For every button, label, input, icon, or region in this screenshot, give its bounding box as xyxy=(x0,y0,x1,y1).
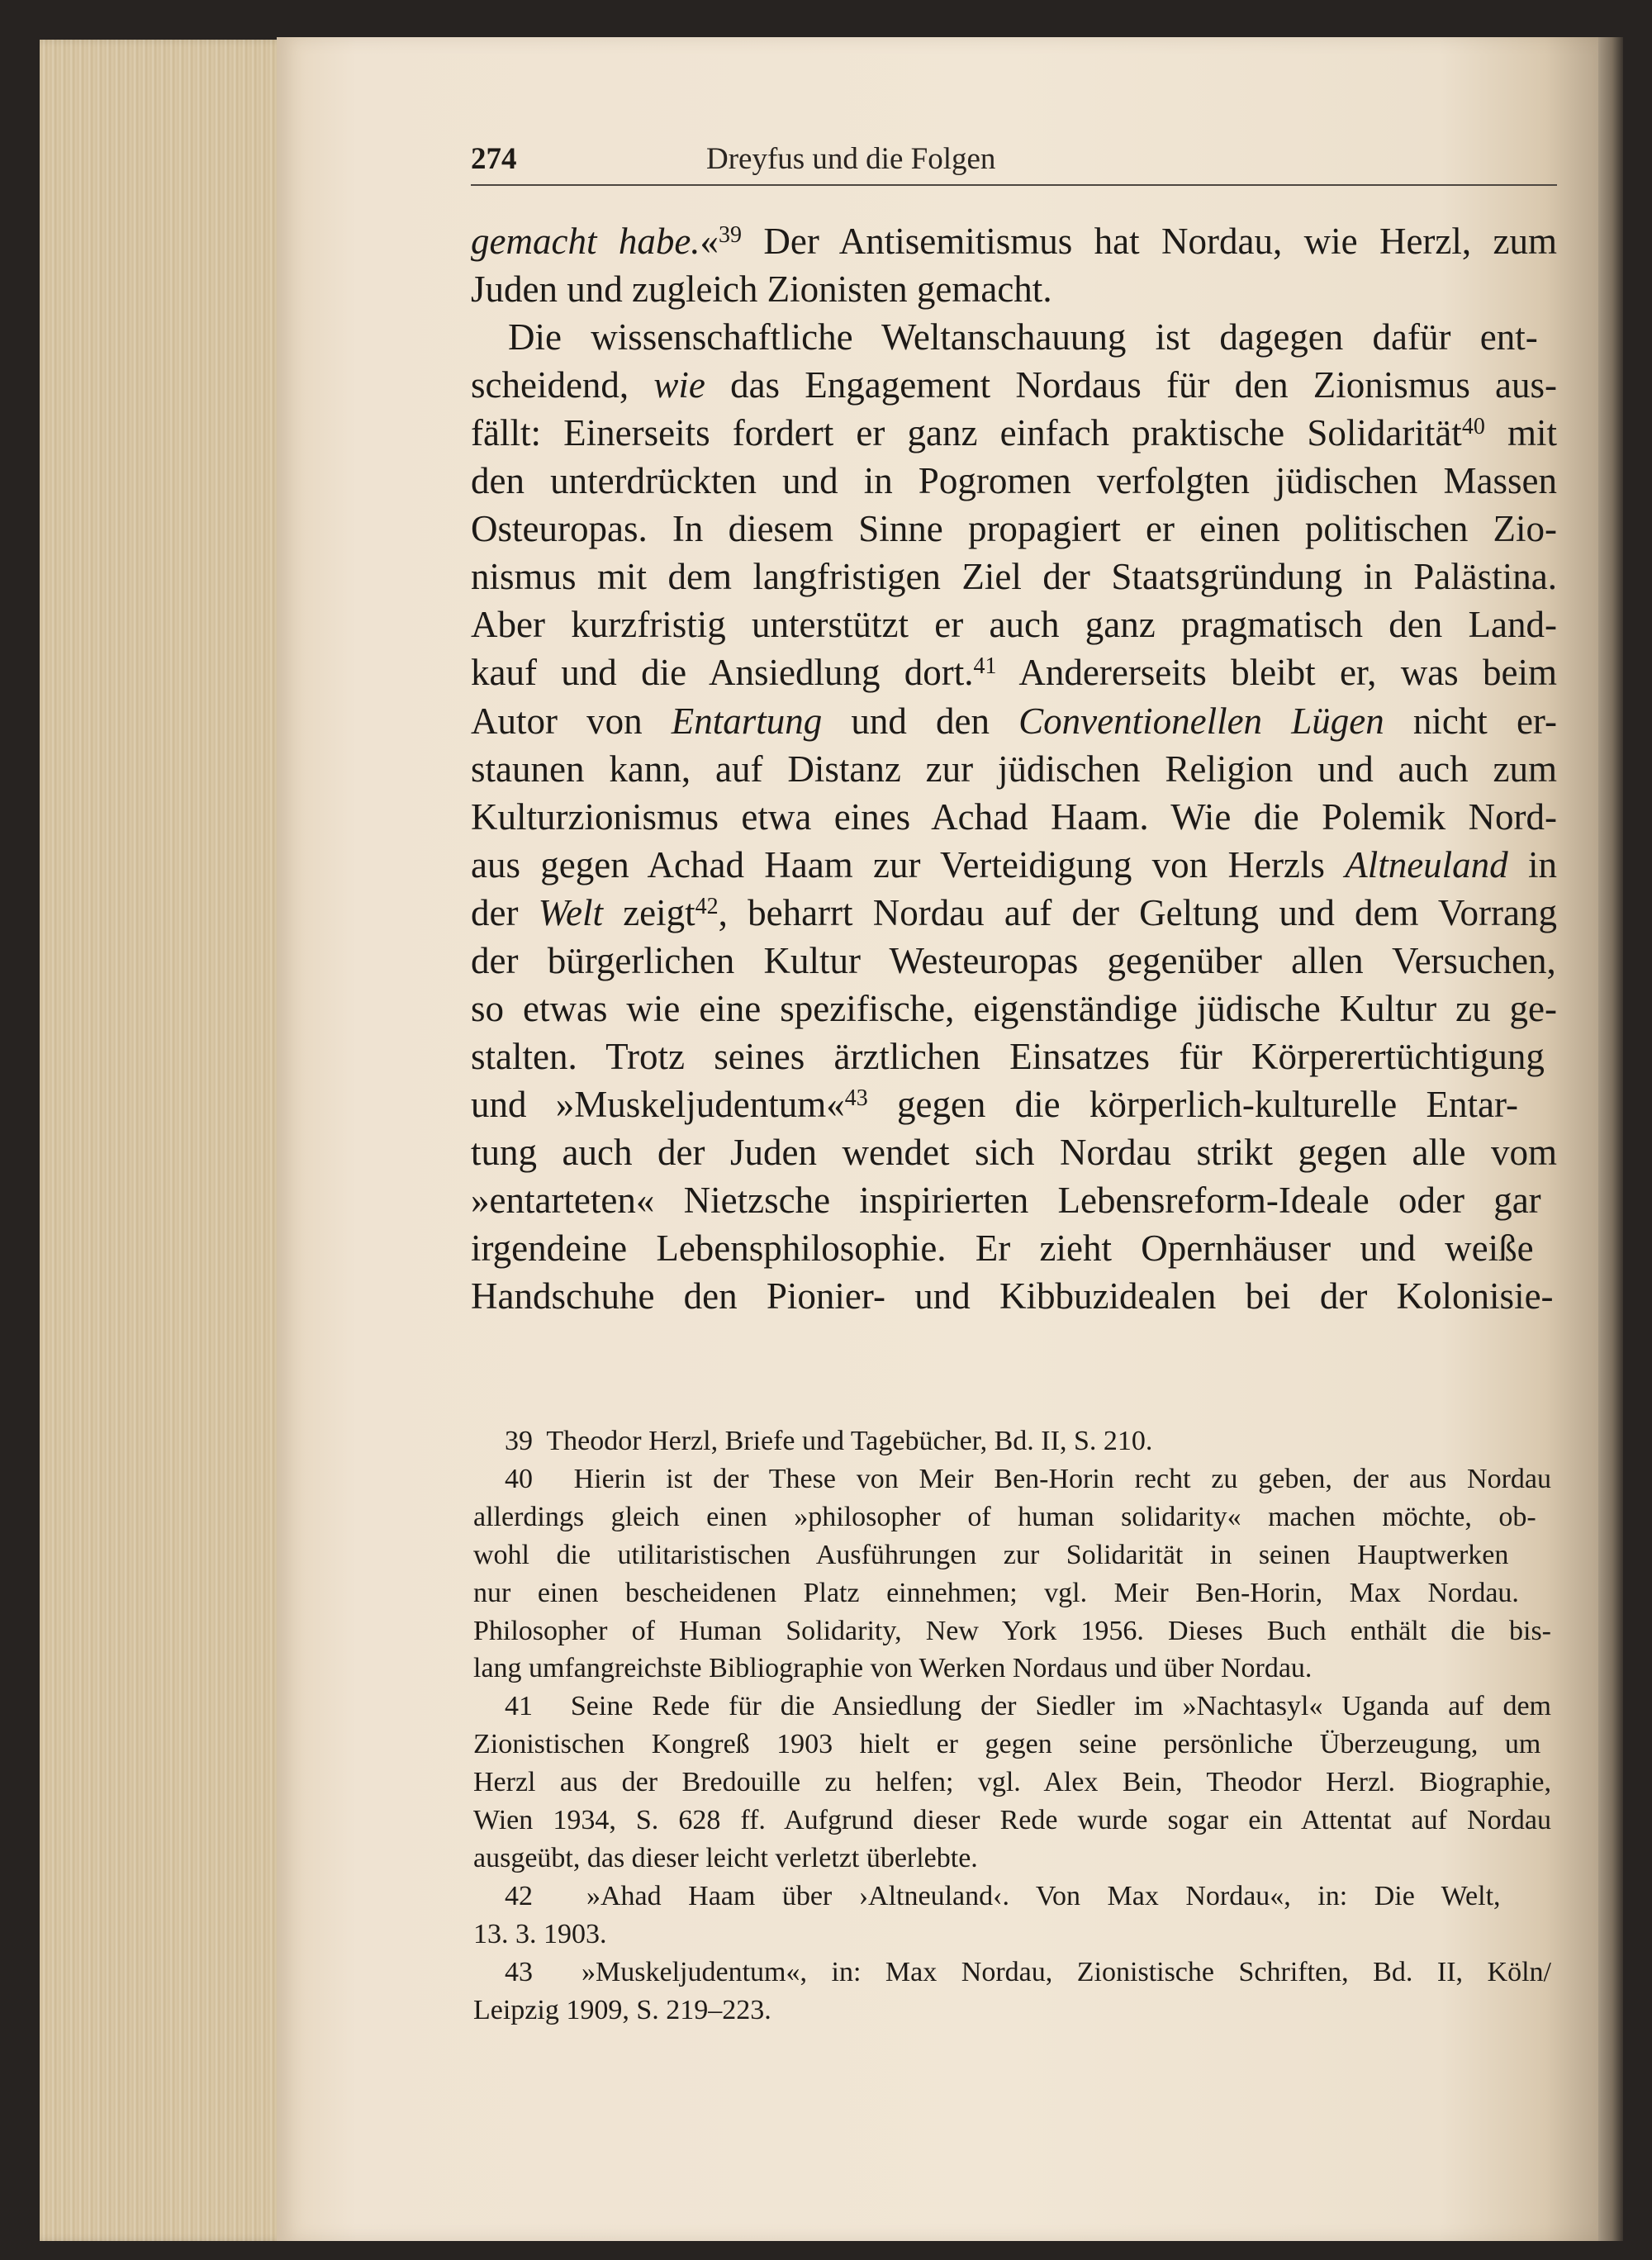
text-run: so etwas wie eine spezifische, eigenständige jüdische Kultur zu ge- xyxy=(471,987,1557,1029)
text-run: Osteuropas. In diesem Sinne propagiert er einen politischen Zio- xyxy=(471,508,1557,550)
page-right-shadow xyxy=(1598,37,1623,2241)
body-line xyxy=(471,601,1557,648)
body-line xyxy=(471,553,1557,601)
body-line xyxy=(471,793,1557,841)
italic-text: Altneuland xyxy=(1345,843,1508,885)
text-run: kauf und die Ansiedlung dort. xyxy=(471,652,974,694)
body-line xyxy=(471,1033,1545,1080)
text-run: »entarteten« Nietzsche inspirierten Lebensreform-Ideale oder gar xyxy=(471,1180,1541,1221)
italic-text: gemacht habe. xyxy=(471,221,700,262)
footnote-line: 13. 3. 1903. xyxy=(473,1918,607,1949)
body-line xyxy=(471,217,1557,265)
footnote-ref: 40 xyxy=(1461,414,1485,440)
body-line xyxy=(471,1272,1554,1320)
text-run: zeigt xyxy=(603,891,695,933)
footnote-ref: 42 xyxy=(695,893,719,919)
text-run: und »Muskeljudentum« xyxy=(471,1083,845,1125)
body-line xyxy=(471,1176,1541,1224)
footnote-start-line: 41 Seine Rede für die Ansiedlung der Siedler im »Nachtasyl« Uganda auf dem xyxy=(505,1691,1551,1722)
footnote-line: lang umfangreichste Bibliographie von Werken Nordaus und über Nordau. xyxy=(473,1653,1313,1684)
text-run: Andererseits bleibt er, was beim xyxy=(996,652,1557,694)
header-rule xyxy=(471,184,1557,186)
footnote-line: ausgeübt, das dieser leicht verletzt überlebte. xyxy=(473,1842,978,1873)
body-line xyxy=(471,505,1557,553)
body-line xyxy=(471,889,1557,937)
body-line xyxy=(471,313,1538,361)
italic-text: Entartung xyxy=(671,700,823,742)
text-run: Der Antisemitismus hat Nordau, wie Herzl, zum xyxy=(742,221,1557,262)
text-run: irgendeine Lebensphilosophie. Er zieht Opernhäuser und weiße xyxy=(471,1227,1534,1270)
footnote-start-line: 43 »Muskeljudentum«, in: Max Nordau, Zionistische Schriften, Bd. II, Köln/ xyxy=(505,1956,1551,1987)
text-run: nismus mit dem langfristigen Ziel der Staatsgründung in Palästina. xyxy=(471,556,1557,598)
text-run: Handschuhe den Pionier- und Kibbuzidealen bei der Kolonisie- xyxy=(471,1275,1554,1318)
body-line xyxy=(471,1128,1557,1176)
text-run: in xyxy=(1507,843,1557,885)
footnote-ref: 39 xyxy=(719,222,743,248)
page-number: 274 xyxy=(471,142,517,176)
text-run: der bürgerlichen Kultur Westeuropas gegenüber allen Versuchen, xyxy=(471,939,1556,981)
footnote-start-line: 39 Theodor Herzl, Briefe und Tagebücher, Bd. II, S. 210. xyxy=(505,1426,1153,1456)
text-run: scheidend, xyxy=(471,364,654,406)
italic-text: Conventionellen Lügen xyxy=(1018,700,1384,742)
body-line xyxy=(471,985,1557,1033)
text-run: nicht er- xyxy=(1384,700,1557,742)
italic-text: wie xyxy=(653,364,705,406)
text-run: Autor von xyxy=(471,700,672,742)
footnote-line: Philosopher of Human Solidarity, New York 1956. Dieses Buch enthält die bis- xyxy=(473,1615,1551,1646)
body-line xyxy=(471,265,1052,313)
footnote-line: Herzl aus der Bredouille zu helfen; vgl. Alex Bein, Theodor Herzl. Biographie, xyxy=(473,1767,1551,1798)
text-run: der xyxy=(471,891,539,933)
text-run: Juden und zugleich Zionisten gemacht. xyxy=(471,268,1052,311)
body-line xyxy=(471,841,1557,889)
footnote-start-line: 40 Hierin ist der These von Meir Ben-Horin recht zu geben, der aus Nordau xyxy=(505,1463,1551,1494)
text-run: gegen die körperlich-kulturelle Entar- xyxy=(867,1083,1519,1125)
italic-text: Welt xyxy=(538,891,603,933)
text-run: Aber kurzfristig unterstützt er auch ganz pragmatisch den Land- xyxy=(471,604,1557,646)
footnote-start-line: 42 »Ahad Haam über ›Altneuland‹. Von Max Nordau«, in: Die Welt, xyxy=(505,1880,1501,1911)
text-run: mit xyxy=(1484,412,1557,454)
footnote-ref: 43 xyxy=(844,1085,868,1111)
text-run: fällt: Einerseits fordert er ganz einfach praktische Solidarität xyxy=(471,412,1462,454)
body-line xyxy=(471,937,1556,985)
body-line xyxy=(471,648,1557,696)
text-run: stalten. Trotz seines ärztlichen Einsatzes für Körperertüchtigung xyxy=(471,1035,1545,1077)
text-run: , beharrt Nordau auf der Geltung und dem Vorrang xyxy=(718,891,1558,933)
footnote-line: wohl die utilitaristischen Ausführungen zur Solidarität in seinen Hauptwerken xyxy=(473,1539,1509,1570)
text-run: staunen kann, auf Distanz zur jüdischen Religion und auch zum xyxy=(471,748,1557,790)
body-line xyxy=(471,457,1557,505)
body-line xyxy=(471,1080,1518,1128)
text-run: Kulturzionismus etwa eines Achad Haam. Wie die Polemik Nord- xyxy=(471,795,1557,838)
body-line xyxy=(471,745,1557,793)
footnote-line: nur einen bescheidenen Platz einnehmen; vgl. Meir Ben-Horin, Max Nordau. xyxy=(473,1577,1519,1608)
text-run: aus gegen Achad Haam zur Verteidigung von Herzls xyxy=(471,843,1346,885)
text-run: « xyxy=(700,221,719,262)
text-run: und den xyxy=(822,700,1019,742)
text-run: Die wissenschaftliche Weltanschauung ist dagegen dafür ent- xyxy=(508,316,1538,358)
body-line xyxy=(471,361,1557,409)
text-run: tung auch der Juden wendet sich Nordau strikt gegen alle vom xyxy=(471,1131,1557,1173)
running-title: Dreyfus und die Folgen xyxy=(706,142,996,176)
footnote-ref: 41 xyxy=(973,653,997,680)
body-line xyxy=(471,409,1557,457)
footnote-line: Zionistischen Kongreß 1903 hielt er gegen seine persönliche Überzeugung, um xyxy=(473,1729,1541,1760)
book-page-edges xyxy=(40,40,287,2241)
text-run: den unterdrückten und in Pogromen verfolgten jüdischen Massen xyxy=(471,460,1557,502)
footnote-line: Leipzig 1909, S. 219–223. xyxy=(473,1994,771,2025)
text-run: das Engagement Nordaus für den Zionismus aus- xyxy=(705,364,1557,406)
body-line xyxy=(471,1224,1534,1272)
footnote-line: Wien 1934, S. 628 ff. Aufgrund dieser Rede wurde sogar ein Attentat auf Nordau xyxy=(473,1805,1551,1835)
body-line xyxy=(471,697,1557,745)
footnote-line: allerdings gleich einen »philosopher of human solidarity« machen möchte, ob- xyxy=(473,1501,1536,1532)
